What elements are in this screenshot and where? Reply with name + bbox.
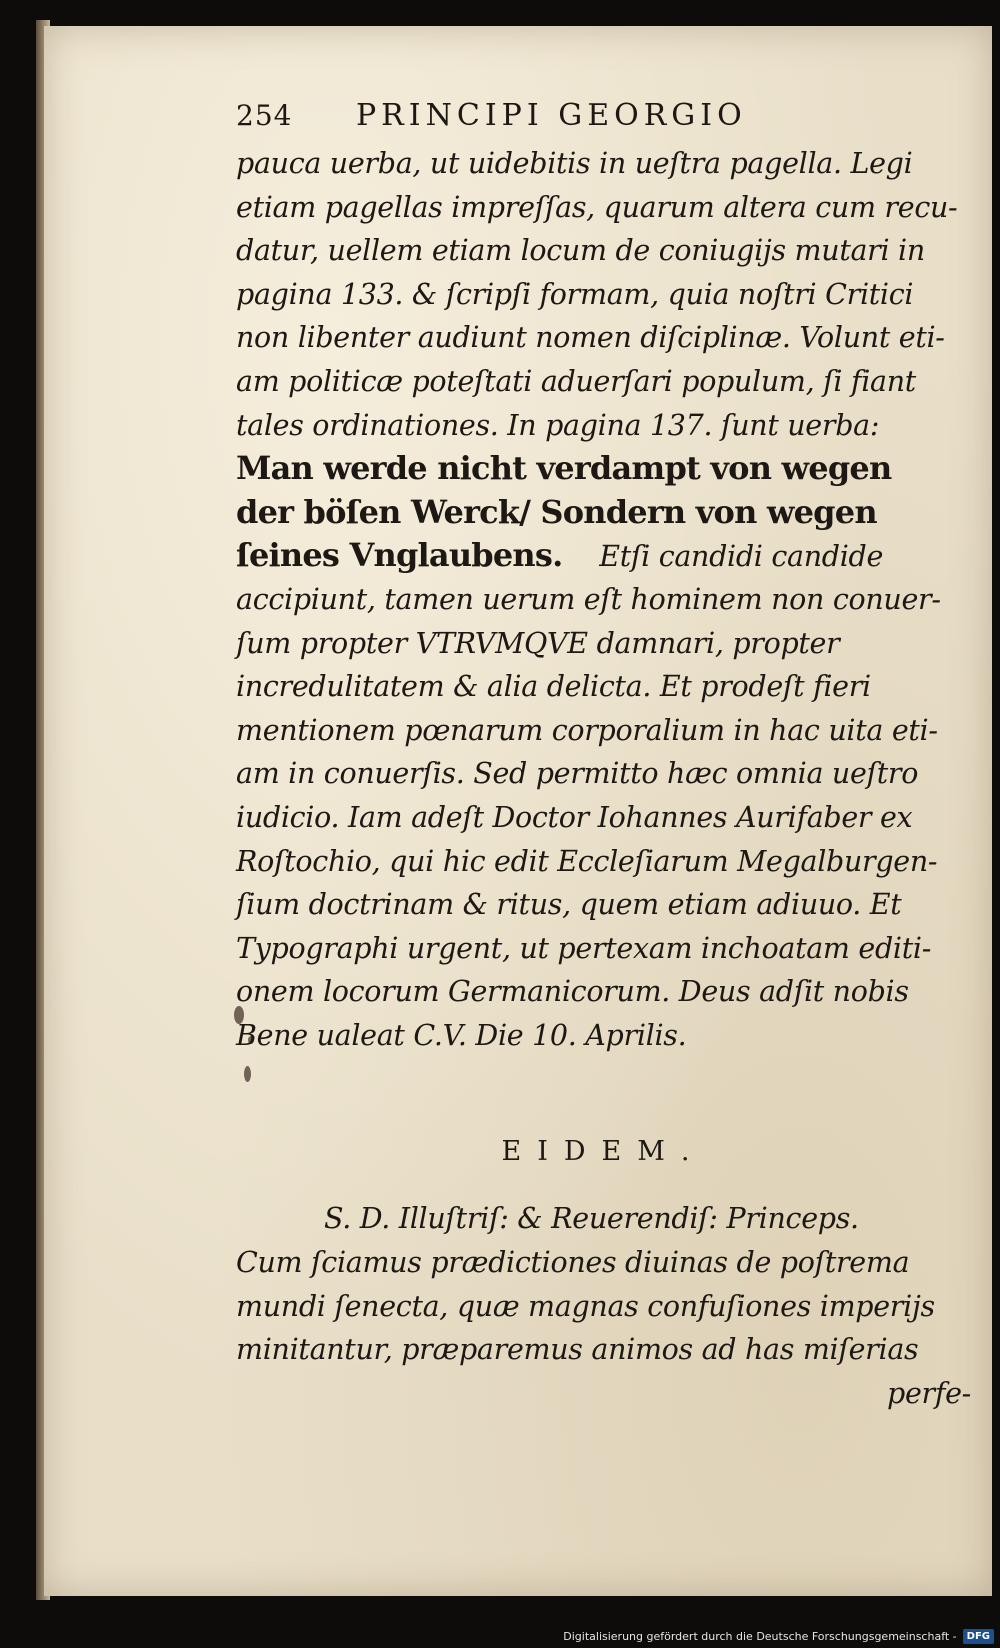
page-number: 254	[236, 99, 293, 132]
text-line: Cum ſciamus prædictiones diuinas de poſtrema	[236, 1246, 910, 1280]
running-head	[236, 98, 971, 142]
text-line: datur, uellem etiam locum de coniugijs mutari in	[236, 234, 925, 268]
german-quote-line: Man werde nicht verdampt von wegen	[236, 449, 892, 488]
text-line: pagina 133. & ſcripſi formam, quia noſtri Critici	[236, 277, 914, 311]
text-line: ſum propter VTRVMQVE damnari, propter	[236, 626, 840, 660]
text-line: am politicæ poteſtati aduerſari populum, ſi fiant	[236, 364, 916, 398]
text-line: onem locorum Germanicorum. Deus adſit nobis	[236, 975, 909, 1009]
text-line: non libenter audiunt nomen diſciplinæ. Volunt eti-	[236, 321, 945, 355]
text-line-mixed	[236, 534, 971, 578]
running-head-title: PRINCIPI GEORGIO	[356, 98, 747, 133]
dfg-logo: DFG	[963, 1629, 994, 1644]
german-quote-line: der böſen Werck/ Sondern von wegen	[236, 492, 877, 531]
section-gap	[236, 1057, 971, 1129]
german-quote-line: ſeines Vnglaubens.	[236, 536, 563, 575]
funding-credit: Digitalisierung gefördert durch die Deutsche Forschungsgemeinschaft -	[563, 1629, 957, 1643]
text-line: etiam pagellas impreſſas, quarum altera cum recu-	[236, 190, 958, 224]
salutation-line: S. D. Illuſtriſ: & Reuerendiſ: Princeps.	[324, 1202, 859, 1236]
text-line: accipiunt, tamen uerum eſt hominem non conuer-	[236, 582, 941, 616]
page-text	[236, 98, 971, 1415]
text-line: Typographi urgent, ut pertexam inchoatam editi-	[236, 931, 932, 965]
digitization-footer	[555, 1624, 1000, 1648]
text-line: iudicio. Iam adeſt Doctor Iohannes Aurifaber ex	[236, 800, 913, 834]
text-line: ſium doctrinam & ritus, quem etiam adiuuo. Et	[236, 888, 902, 922]
text-line: pauca uerba, ut uidebitis in ueſtra pagella. Legi	[236, 147, 913, 180]
text-line: mundi ſenecta, quæ magnas confuſiones imperijs	[236, 1289, 935, 1323]
text-line-continuation: Etſi candidi candide	[599, 540, 884, 574]
text-line: tales ordinationes. In pagina 137. ſunt uerba:	[236, 408, 880, 442]
section-heading: EIDEM.	[501, 1136, 706, 1168]
text-line: Bene ualeat C.V. Die 10. Aprilis.	[236, 1018, 687, 1052]
text-line: minitantur, præparemus animos ad has miſerias	[236, 1333, 919, 1367]
text-line: incredulitatem & alia delicta. Et prodeſt fieri	[236, 670, 871, 704]
letter-two	[236, 1129, 971, 1415]
text-line: mentionem pœnarum corporalium in hac uita eti-	[236, 713, 938, 747]
text-line: am in conuerſis. Sed permitto hæc omnia ueſtro	[236, 757, 919, 791]
letter-one	[236, 142, 971, 1057]
text-line: Roſtochio, qui hic edit Eccleſiarum Megalburgen-	[236, 844, 938, 878]
catchword: perfe-	[887, 1376, 971, 1410]
